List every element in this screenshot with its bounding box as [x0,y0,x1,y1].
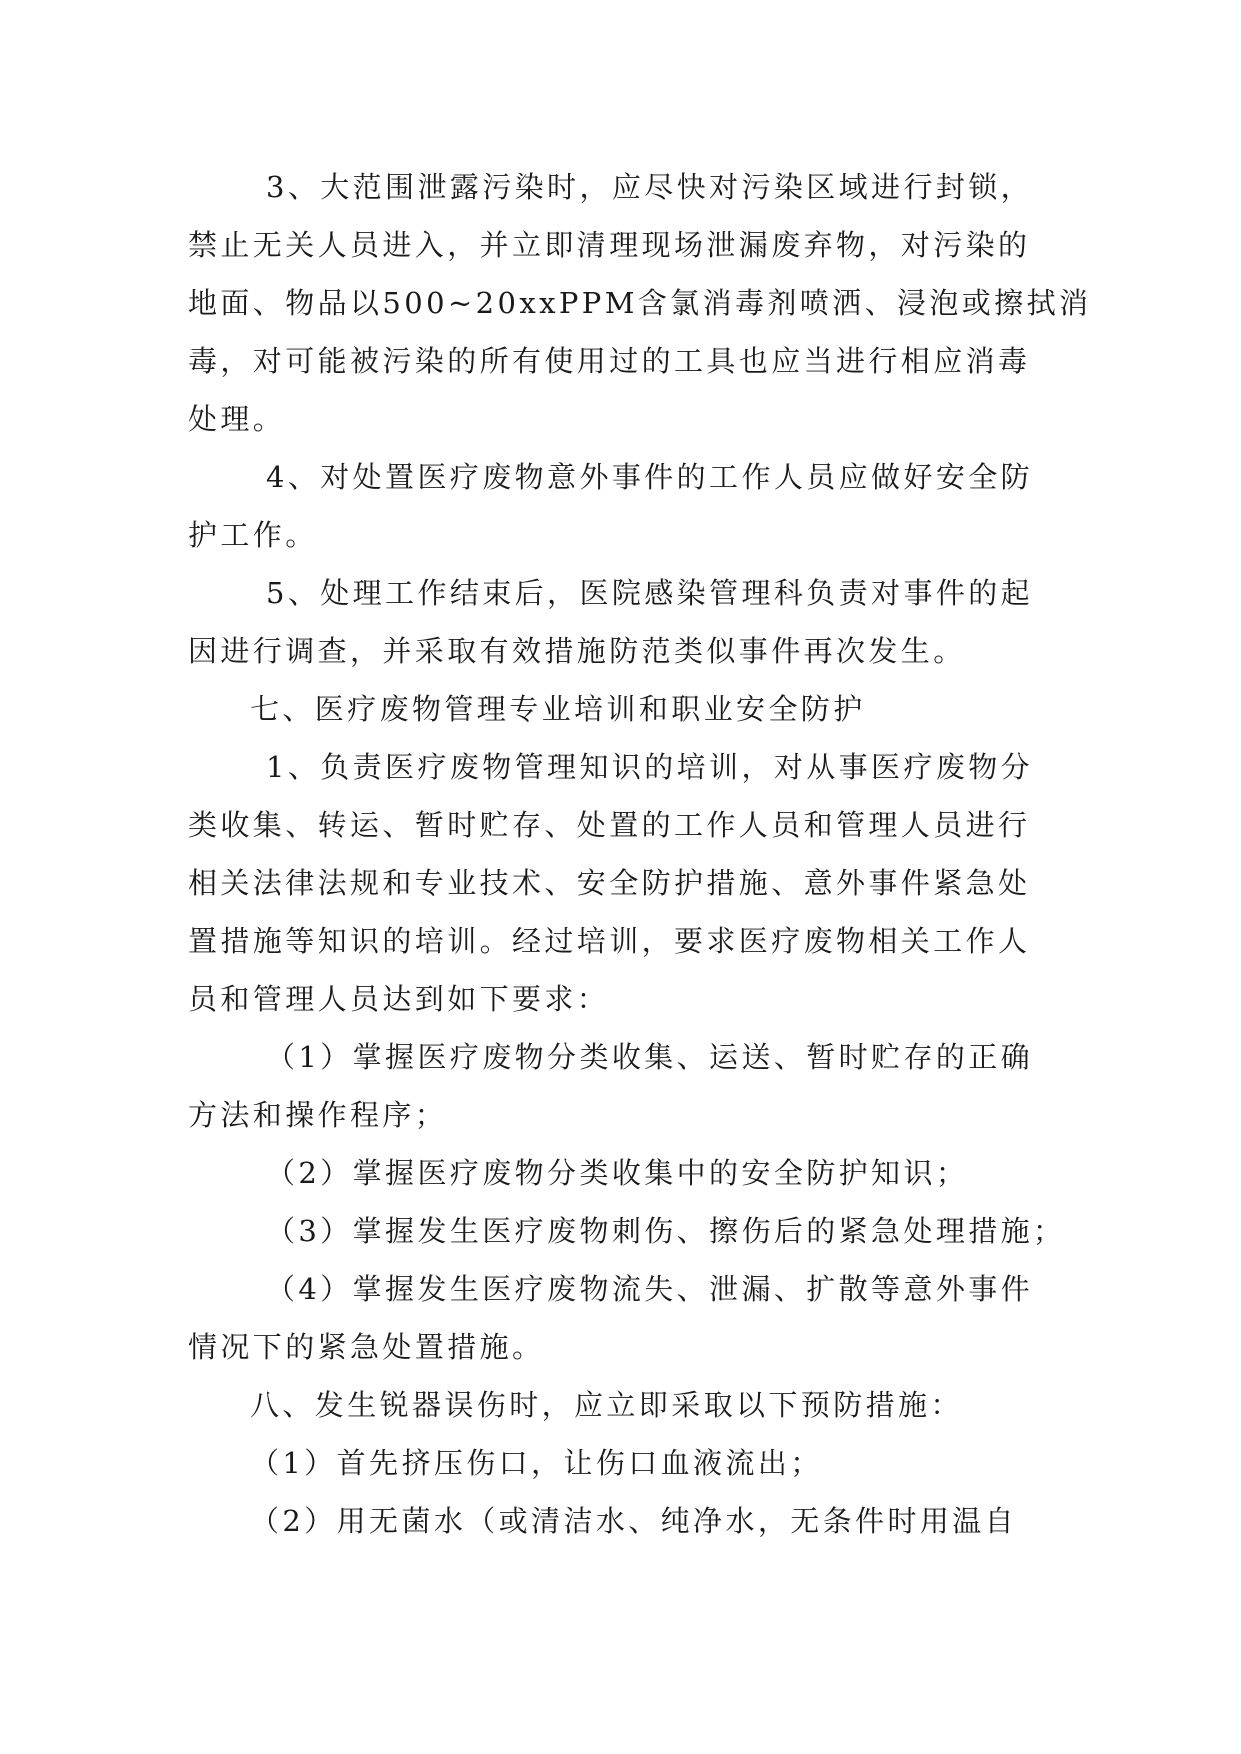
paragraph-3-line-1: 3、大范围泄露污染时，应尽快对污染区域进行封锁， [266,170,1034,204]
requirement-1-line-2: 方法和操作程序； [188,1098,448,1132]
requirement-2: （2）掌握医疗废物分类收集中的安全防护知识； [266,1156,969,1190]
training-paragraph-line-3: 相关法律法规和专业技术、安全防护措施、意外事件紧急处 [188,866,1031,900]
paragraph-4-line-1: 4、对处置医疗废物意外事件的工作人员应做好安全防 [266,460,1034,494]
paragraph-5-line-2: 因进行调查，并采取有效措施防范类似事件再次发生。 [188,634,966,668]
training-paragraph-line-4: 置措施等知识的培训。经过培训，要求医疗废物相关工作人 [188,924,1031,958]
requirement-1-line-1: （1）掌握医疗废物分类收集、运送、暂时贮存的正确 [266,1040,1034,1074]
paragraph-3-line-4: 毒，对可能被污染的所有使用过的工具也应当进行相应消毒 [188,344,1031,378]
paragraph-3-line-5: 处理。 [188,402,286,436]
requirement-3: （3）掌握发生医疗废物刺伤、擦伤后的紧急处理措施； [266,1214,1066,1248]
requirement-4-line-1: （4）掌握发生医疗废物流失、泄漏、扩散等意外事件 [266,1272,1034,1306]
paragraph-4-line-2: 护工作。 [188,518,318,552]
training-paragraph-line-2: 类收集、转运、暂时贮存、处置的工作人员和管理人员进行 [188,808,1031,842]
paragraph-5-line-1: 5、处理工作结束后，医院感染管理科负责对事件的起 [266,576,1034,610]
paragraph-3-line-2: 禁止无关人员进入，并立即清理现场泄漏废弃物，对污染的 [188,228,1031,262]
training-paragraph-line-1: 1、负责医疗废物管理知识的培训，对从事医疗废物分 [266,750,1034,784]
paragraph-3-line-3: 地面、物品以500~20xxPPM含氯消毒剂喷洒、浸泡或擦拭消 [188,286,1092,320]
requirement-4-line-2: 情况下的紧急处置措施。 [188,1330,545,1364]
measure-2-line-1: （2）用无菌水（或清洁水、纯净水，无条件时用温自 [250,1504,1018,1538]
training-paragraph-line-5: 员和管理人员达到如下要求： [188,982,610,1016]
section-heading-8: 八、发生锐器误伤时，应立即采取以下预防措施： [250,1388,963,1422]
measure-1: （1）首先挤压伤口，让伤口血液流出； [250,1446,823,1480]
section-heading-7: 七、医疗废物管理专业培训和职业安全防护 [250,692,866,726]
